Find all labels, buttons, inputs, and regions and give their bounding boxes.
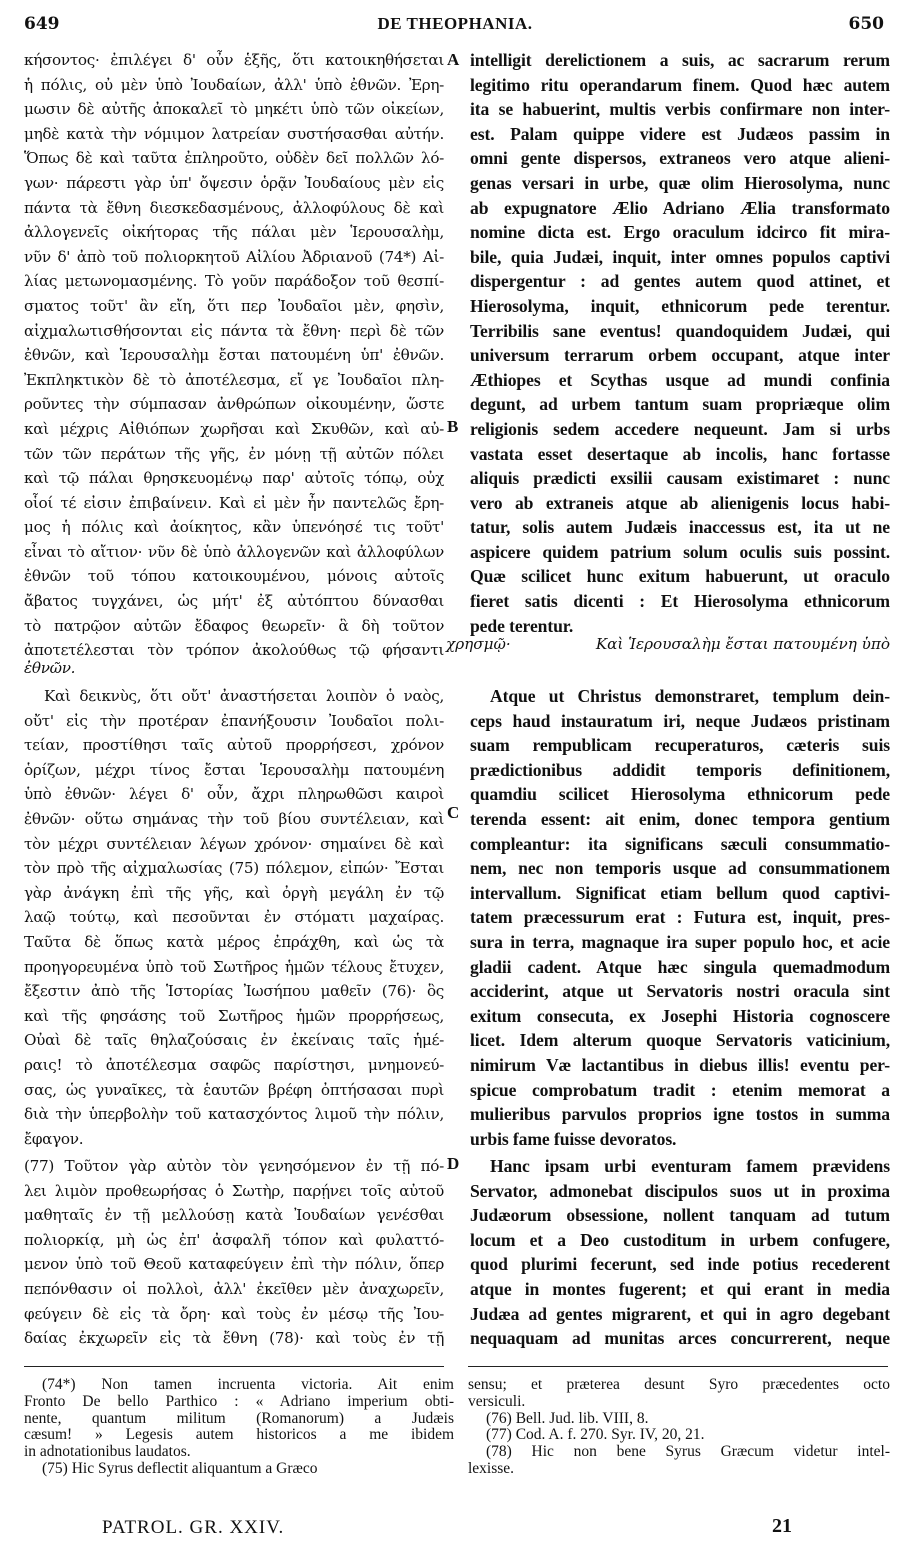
greek-column [24,48,444,1368]
greek-line: λίας μετωνομασμένης. Τὸ γοῦν παράδοξον τοῦ θεσπί- [24,272,444,291]
greek-line: ραις! τὸ ἀποτέλεσμα σαφῶς παρίστησι, μνημονεύ- [24,1055,444,1074]
page-number-right: 650 [848,14,884,34]
greek-line: ἀποτετέλεσται τὸν τρόπον ἀκολούθως τῷ φήσαντι [24,641,444,660]
footnote-line: in adnotationibus laudatos. [24,1444,191,1461]
greek-line: λει λιμὸν προθεωρήσας ὁ Σωτὴρ, παρῄνει τοῖς αὐτοῦ [24,1181,444,1200]
greek-line: τὸ πατρῷον αὐτῶν ἔδαφος θεωρεῖν· ἃ δὴ τοῦτον [24,616,444,635]
section-marker-a: A [447,50,460,69]
greek-line: κήσοντος· ἐπιλέγει δ' οὖν ἑξῆς, ὅτι κατοικηθήσεται [24,51,444,69]
latin-line: tatem præcessurum erat : Futura est, inquit, pres- [470,907,890,928]
greek-line: (77) Τοῦτον γὰρ αὐτὸν τὸν γενησόμενον ἐν τῇ πό- [24,1157,444,1175]
footnote-line: (76) Bell. Jud. lib. VIII, 8. [486,1410,649,1427]
greek-line: ἔξεστιν ἀπὸ τῆς Ἱστορίας Ἰωσήπου μαθεῖν (76)· ὃς [24,982,444,1001]
greek-line: δαίας ἐκχωρεῖν εἰς τὰ ἔθνη (78)· καὶ τοὺς ἐν τῇ [24,1329,444,1348]
latin-line: licet. Idem alterum quoque Servatoris vaticinium, [470,1030,890,1051]
latin-line: mulieribus parvulos proprios igne tostos in summa [470,1104,890,1125]
footnote-line: sensu; et præterea desunt Syro præcedentes octo [468,1377,890,1393]
greek-line: τὸν μέχρι συντέλειαν λέγων χρόνον· σημαίνει δὲ καὶ [24,834,444,853]
greek-line: σας, ὡς γυναῖκες, τὰ ἑαυτῶν βρέφη ὀπτήσασαι πυρὶ [24,1080,444,1099]
greek-line: ἐθνῶν, καὶ Ἱερουσαλὴμ ἔσται πατουμένη ὑπ' ἐθνῶν. [24,346,444,365]
greek-line: μενον ὑπὸ τοῦ Θεοῦ καταφεύγειν ἐπὶ τὴν πόλιν, ὅπερ [24,1255,444,1274]
greek-line: προηγορευμένα ὑπὸ τοῦ Σωτῆρος ἡμῶν τέλους ἔτυχεν, [24,957,444,976]
latin-block-1 [470,48,890,638]
span-greek-quote: Καὶ Ἱερουσαλὴμ ἔσται πατουμένη ὑπὸ [595,635,890,653]
greek-line: τῶν τῶν περάτων τῆς γῆς, ἐν μόνῃ τῇ αὐτῶν πόλει [24,444,444,463]
greek-line: Καὶ δεικνὺς, ὅτι οὔτ' ἀναστήσεται λοιπὸν ὁ ναὸς, [44,687,444,705]
latin-line: tatur, solis autem Judæis inaccessus est, ita ut ne [470,517,890,538]
greek-span-end [24,656,444,681]
latin-line: genas versari in urbe, quæ olim Hierosolyma, nunc [470,172,890,193]
latin-line: aspicere quidem patrium solum oculis suis possint. [470,541,890,562]
footnote-line: (74*) Non tamen incruenta victoria. Ait enim [42,1377,454,1393]
latin-line: ceps haud instauratum iri, neque Judæos pristinam [470,710,890,731]
latin-line: Terribilis sane eventus! quandoquidem Judæi, qui [470,320,890,341]
greek-line: καὶ μέχρις Αἰθιόπων χωρῆσαι καὶ Σκυθῶν, καὶ αὐ- [24,419,444,438]
latin-line: Atque ut Christus demonstraret, templum dein- [490,686,890,706]
latin-line: Quæ scilicet hunc exitum habuerunt, ut oraculo [470,566,890,587]
latin-line: fieret satis dicenti : Et Hierosolyma ethnicorum [470,591,890,612]
latin-line: locum et a Deo custoditum in urbem confugere, [470,1229,890,1250]
greek-line: εἶναι τὸ αἴτιον· νῦν δὲ ὑπὸ ἀλλογενῶν καὶ ἀλλοφύλων [24,542,444,561]
latin-block-2 [470,684,890,1151]
span-greek-prefix: χρησμῷ· [446,635,511,653]
latin-line: degunt, ad urbem tantum suam propriæque olim [470,394,890,415]
latin-line: legitimo ritu operandarum finem. Quod hæc autem [470,74,890,95]
footnote-line: (75) Hic Syrus deflectit aliquantum a Græco [42,1460,318,1477]
greek-line: οὔτ' εἰς τὴν προτέραν ἐπανήξουσιν Ἰουδαῖοι πολι- [24,711,444,730]
greek-block-3 [24,1154,444,1351]
latin-line: compleantur: ita significans sæculi consummatio- [470,833,890,854]
greek-line: φεύγειν δὲ εἰς τὰ ὄρη· καὶ τοὺς ἐν μέσῳ τῆς Ἰου- [24,1304,444,1323]
latin-line: nimirum Væ lactantibus in diebus illis! eventu per- [470,1054,890,1075]
footnote-rule-left [24,1366,444,1367]
latin-line: universum terrarum orbem occupant, atque inter [470,345,890,366]
greek-line: καὶ τῆς φησάσης τοῦ Σωτῆρος ἡμῶν προρρήσεως, [24,1006,444,1025]
footnote-line: nente, quantum militum (Romanorum) a Judæis [24,1410,454,1427]
latin-line: suam rempublicam recuperaturos, cæteris suis [470,735,890,756]
latin-line: dispergentur : ad gentes autem quod attinet, et [470,271,890,292]
greek-line: μωσιν δὲ αὐτῆς ἀποκαλεῖ τὸ μηκέτι ὑπὸ τῶν οἰκείων, [24,100,444,119]
latin-line: Judæorum obsessione, nollent tanquam ad tutum [470,1205,890,1226]
footnotes-left [24,1377,454,1478]
latin-line: intelligit derelictionem a suis, ac sacrarum rerum [470,50,890,70]
greek-line: γὰρ ἀνάγκη ἐπὶ τῆς γῆς, καὶ ὀργὴ μεγάλη ἐν τῷ [24,883,444,902]
greek-line: γων· πάρεστι γὰρ ὑπ' ὄψεσιν ὁρᾷν Ἰουδαίους μὲν εἰς [24,173,444,192]
latin-line: urbis fame fuisse devoratos. [470,1128,677,1149]
section-marker-c: C [447,803,460,822]
latin-line: spicue comprobatum tradit : etenim memorat a [470,1079,890,1100]
latin-line: Æthiopes et Scythas usque ad mundi confinia [470,369,890,390]
footnote-line: (77) Cod. A. f. 270. Syr. IV, 20, 21. [486,1427,705,1444]
latin-column [470,48,890,1368]
section-marker-d: D [447,1154,460,1173]
latin-line: Servator, admonebat discipulos suos ut in proxima [470,1180,890,1201]
greek-line: Ἐκπληκτικὸν δὲ τὸ ἀποτέλεσμα, εἴ γε Ἰουδαῖοι πλη- [24,370,444,389]
greek-line: σματος τοῦτ' ἂν εἴη, ὅτι περ Ἰουδαῖοι μὲν, φησὶν, [24,296,444,315]
greek-line: νῦν δ' ἀπὸ τοῦ πολιορκητοῦ Αἰλίου Ἀδριανοῦ (74*) Αἰ- [24,247,444,266]
latin-line: ita se habuerint, multis verbis confirmare non inter- [470,99,890,120]
greek-line: Ταῦτα δὲ ὅπως κατὰ μέρος ἐπράχθη, καὶ ὡς τὰ [24,932,444,951]
latin-line: ab expugnatore Ælio Adriano Ælia transformato [470,197,890,218]
spanning-line [446,632,890,657]
latin-line: quamdiu scilicet Hierosolyma ethnicorum pede [470,784,890,805]
greek-line: τείαν, προστίθησι ταῖς αὐτοῦ προρρήσεσι, χρόνον [24,736,444,755]
greek-line: ἐθνῶν. [24,659,76,677]
latin-line: Judæa ad gentes migrarent, et qui in agro degebant [470,1303,890,1324]
section-marker-b: B [447,417,459,436]
latin-line: omni gente dispersos, extraneos vero atque alieni- [470,148,890,169]
latin-line: gladii cadent. Atque hæc singula quemadmodum [470,956,890,977]
footer-series: PATROL. GR. XXIV. [102,1517,285,1538]
footnote-line: cæsum! » Legesis autem historicos a me ibidem [24,1427,454,1444]
footnote-line: lexisse. [468,1460,515,1477]
latin-line: bile, quia Judæi, inquit, inter omnes populos captivi [470,246,890,267]
greek-line: πεπόνθασιν οἱ πολλοὶ, ἀλλ' ἐκεῖθεν μὲν ἀναχωρεῖν, [24,1279,444,1298]
greek-block-2 [24,684,444,1151]
greek-line: μαθηταῖς ἐν τῇ μελλούσῃ κατὰ Ἰουδαίων γενέσθαι [24,1206,444,1225]
greek-line: ὁρίζων, μέχρι τίνος ἔσται Ἱερουσαλὴμ πατουμένη [24,760,444,779]
greek-line: ἐθνῶν· οὕτω σημάνας τὴν τοῦ βίου συντέλειαν, καὶ [24,809,444,828]
latin-line: nomine dicta est. Ergo oraculum idcirco fit mira- [470,222,890,243]
footnote-rule-right [468,1366,888,1367]
greek-line: διὰ τὴν ὑπερβολὴν τοῦ κατασχόντος λιμοῦ τὴν πόλιν, [24,1105,444,1124]
greek-line: ἀλλογενεῖς οἰκήτορας τῆς πάλαι μὲν Ἱερουσαλὴμ, [24,223,444,242]
latin-line: vastata esset desertaque ab incolis, hanc fortasse [470,443,890,464]
greek-line: ἐθνῶν τοῦ τόπου κατοικουμένου, μόνοις αὐτοῖς [24,567,444,586]
greek-line: Ὅπως δὲ καὶ ταῦτα ἐπληροῦτο, οὐδὲν δεῖ πολλῶν λό- [24,149,444,168]
greek-line: ὑπὸ ἐθνῶν· λέγει δ' οὖν, ἄχρι πληρωθῶσι καιροὶ [24,785,444,804]
page-number-left: 649 [24,14,60,34]
greek-line: ἔφαγον. [24,1129,84,1148]
greek-line: οἷοί τέ εἰσιν ἐπιβαίνειν. Καὶ εἰ μὲν ἦν παντελῶς ἔρη- [24,493,444,512]
latin-line: exitum consecuta, ex Josephi Historia cognoscere [470,1005,890,1026]
latin-line: Hanc ipsam urbi eventuram famem prævidens [490,1156,890,1176]
footnotes-right [468,1377,890,1478]
latin-block-3 [470,1154,890,1351]
footnote-line: Fronto De bello Parthico : « Adriano imperium obti- [24,1393,454,1410]
latin-line: religionis sedem accedere nequeunt. Jam si urbs [470,418,890,439]
greek-line: ἄβατος τυγχάνει, ὡς μήτ' ἐξ αὐτόπτου δύνασθαι [24,592,444,611]
greek-line: τὸν πρὸ τῆς αἰχμαλωσίας (75) πόλεμον, εἰπών· Ἔσται [24,859,444,878]
page-header [0,14,910,42]
latin-line: vero ab extraneis atque ab alienigenis locus habi- [470,492,890,513]
greek-line: Οὐαὶ δὲ ταῖς θηλαζούσαις ἐν ἐκείναις ταῖς ἡμέ- [24,1031,444,1050]
greek-line: αἰχμαλωτισθήσονται εἰς πάντα τὰ ἔθνη· περὶ δὲ τῶν [24,321,444,340]
latin-line: terenda essent: ait enim, donec tempora gentium [470,808,890,829]
greek-line: ροῦντες τὴν σύμπασαν ἀνθρώπων οἰκουμένην, ὥστε [24,395,444,414]
latin-line: quod plurimi fecerunt, sed inde potius recederent [470,1254,890,1275]
latin-line: prædictionibus addidit temporis definitionem, [470,759,890,780]
greek-block-1 [24,48,444,663]
running-title: DE THEOPHANIA. [377,14,533,33]
footer-signature: 21 [772,1515,792,1537]
greek-line: πάντα τὰ ἔθνη διεσκεδασμένους, ἀλλοφύλους δὲ καὶ [24,198,444,217]
latin-line: Hierosolyma, inquit, ethnicorum pede terentur. [470,295,890,316]
greek-line: λαῷ τούτῳ, καὶ πεσοῦνται ἐν στόματι μαχαίρας. [24,908,444,927]
latin-line: acciderint, atque ut Servatoris nostri oracula sint [470,981,890,1002]
footnote-line: (78) Hic non bene Syrus Græcum videtur intel- [486,1444,890,1461]
greek-line: μηδὲ κατὰ τὴν νόμιμον λατρείαν συστήσασθαι αὐτήν. [24,124,444,143]
greek-line: μος ἡ πόλις καὶ ἀοίκητος, κἂν ὑπενόησέ τις τοῦτ' [24,518,444,537]
greek-line: πολιορκίᾳ, μὴ ὡς ἐπ' ἀσφαλῆ τόπον καὶ φυλαττό- [24,1230,444,1249]
latin-line: aliquis prædicti exsilii causam existimaret : nunc [470,468,890,489]
greek-line: ἡ πόλις, οὐ μὲν ὑπὸ Ἰουδαίων, ἀλλ' ὑπὸ ἐθνῶν. Ἐρη- [24,75,444,94]
latin-line: sura in terra, magnaque ira super populo hoc, et acie [470,931,890,952]
latin-line: pede terentur. [470,615,574,636]
latin-line: nem, nec non temporis usque ad consummationem [470,858,890,879]
footnote-line: versiculi. [468,1393,526,1410]
latin-line: nequaquam ad munitas arces concurrerent, neque [470,1328,890,1349]
latin-line: atque in montes fugerent; et qui erant in media [470,1278,890,1299]
latin-line: intervallum. Significat etiam bellum quod captivi- [470,882,890,903]
latin-line: est. Palam quippe videre est Judæos passim in [470,123,890,144]
greek-line: καὶ τῷ πάλαι θρησκευομένῳ παρ' αὐτοῖς τόπῳ, οὐχ [24,469,444,488]
